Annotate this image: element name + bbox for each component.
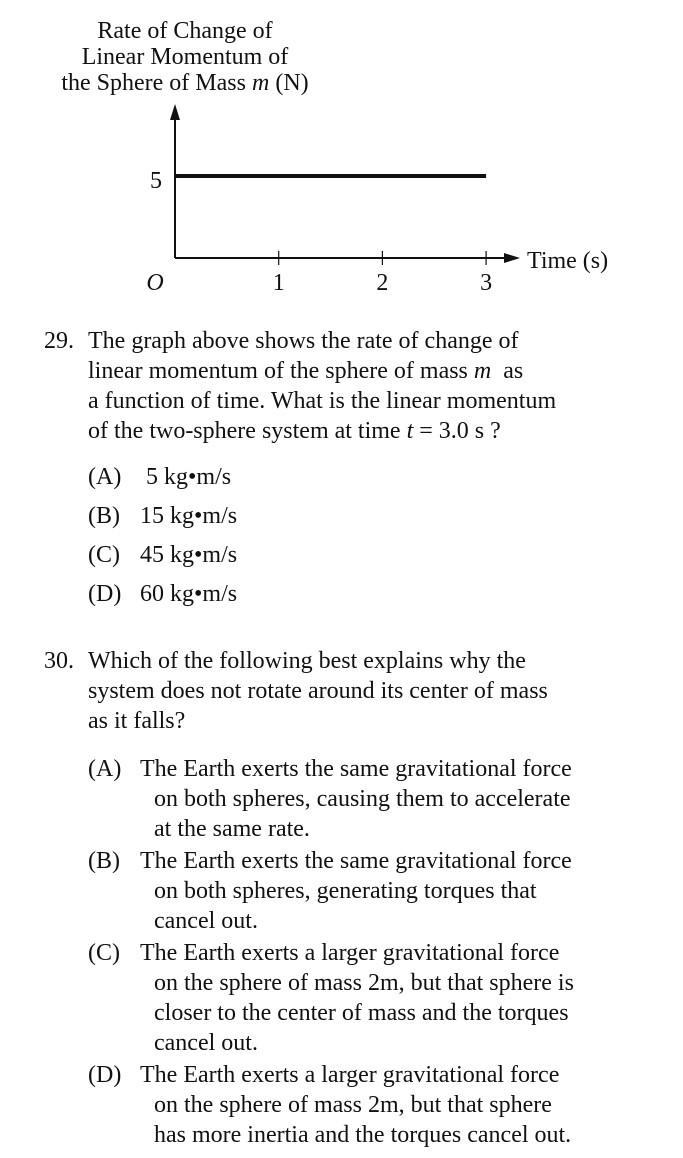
q29-time-value: = 3.0 s ? [413, 418, 501, 444]
choice-line: on the sphere of mass 2m, but that sphere [154, 1092, 552, 1118]
choice-text [140, 846, 572, 936]
q30-stem-line-2: system does not rotate around its center of mass [88, 678, 548, 704]
choice-label: (D) [88, 1062, 122, 1088]
q30-stem-line-1: Which of the following best explains why the [88, 648, 526, 674]
x-tick-label-3: 3 [480, 270, 493, 296]
question-30-choices [88, 754, 644, 1150]
choice-label: (D) [88, 581, 122, 607]
choice-label: (B) [88, 503, 120, 529]
choice-line: cancel out. [154, 1030, 258, 1056]
x-axis-arrow [504, 253, 520, 263]
q29-choice-c[interactable] [88, 540, 644, 570]
x-tick-label-2: 2 [376, 270, 389, 296]
q29-stem-line-2-text: linear momentum of the sphere of mass [88, 358, 468, 384]
question-30-stem [88, 646, 644, 736]
choice-line: The Earth exerts a larger gravitational force [140, 1062, 560, 1088]
choice-line: on the sphere of mass 2m, but that sphere is [154, 970, 574, 996]
momentum-rate-graph [0, 0, 683, 310]
q29-stem-line-2 [88, 356, 644, 386]
graph-title-line-1: Rate of Change of [97, 18, 273, 44]
q29-choice-d[interactable] [88, 579, 644, 609]
q29-var-m: m [473, 358, 492, 384]
question-29 [44, 326, 644, 618]
choice-text [140, 1060, 571, 1150]
choice-label: (C) [88, 940, 120, 966]
q30-choice-c[interactable] [88, 938, 644, 1058]
q30-choice-b[interactable] [88, 846, 644, 936]
choice-label: (C) [88, 542, 120, 568]
choice-text: 5 kg•m/s [140, 464, 232, 490]
question-29-stem [88, 326, 644, 446]
q29-stem-line-3: a function of time. What is the linear momentum [88, 388, 557, 414]
q29-choice-a[interactable] [88, 462, 644, 492]
origin-label: O [146, 270, 164, 296]
choice-line: The Earth exerts the same gravitational force [140, 756, 572, 782]
choice-line: on both spheres, causing them to accelerate [154, 786, 571, 812]
choice-line: at the same rate. [154, 816, 310, 842]
choice-label: (B) [88, 848, 120, 874]
choice-line: closer to the center of mass and the torques [154, 1000, 569, 1026]
q29-var-t: t [406, 418, 414, 444]
choice-line: cancel out. [154, 908, 258, 934]
graph-title-var: m [251, 70, 270, 96]
choice-line: The Earth exerts a larger gravitational force [140, 940, 560, 966]
question-29-number: 29. [44, 328, 74, 354]
choice-text [140, 754, 572, 844]
choice-line: has more inertia and the torques cancel out. [154, 1122, 572, 1148]
question-30 [44, 646, 644, 1152]
choice-text [140, 938, 574, 1058]
choice-label: (A) [88, 756, 122, 782]
choice-text: 15 kg•m/s [140, 503, 238, 529]
x-axis-label: Time (s) [527, 248, 609, 274]
choice-text: 60 kg•m/s [140, 581, 238, 607]
q30-choice-a[interactable] [88, 754, 644, 844]
q29-stem-line-4 [88, 416, 644, 446]
choice-text: 45 kg•m/s [140, 542, 238, 568]
q30-stem-line-3: as it falls? [88, 708, 186, 734]
choice-line: The Earth exerts the same gravitational force [140, 848, 572, 874]
y-axis-arrow [170, 104, 180, 120]
q29-choice-b[interactable] [88, 501, 644, 531]
graph-title-line-3-text: the Sphere of Mass [61, 70, 252, 96]
choice-line: on both spheres, generating torques that [154, 878, 537, 904]
question-30-number: 30. [44, 648, 74, 674]
y-tick-label-5: 5 [150, 168, 162, 194]
graph-title-unit: (N) [269, 70, 309, 96]
x-tick-label-1: 1 [272, 270, 285, 296]
graph-title-line-2: Linear Momentum of [81, 44, 289, 70]
question-29-choices [88, 462, 644, 609]
q30-choice-d[interactable] [88, 1060, 644, 1150]
q29-as: as [503, 358, 524, 384]
q29-stem-line-4-text: of the two-sphere system at time [88, 418, 401, 444]
choice-label: (A) [88, 464, 122, 490]
q29-stem-line-1: The graph above shows the rate of change of [88, 328, 519, 354]
